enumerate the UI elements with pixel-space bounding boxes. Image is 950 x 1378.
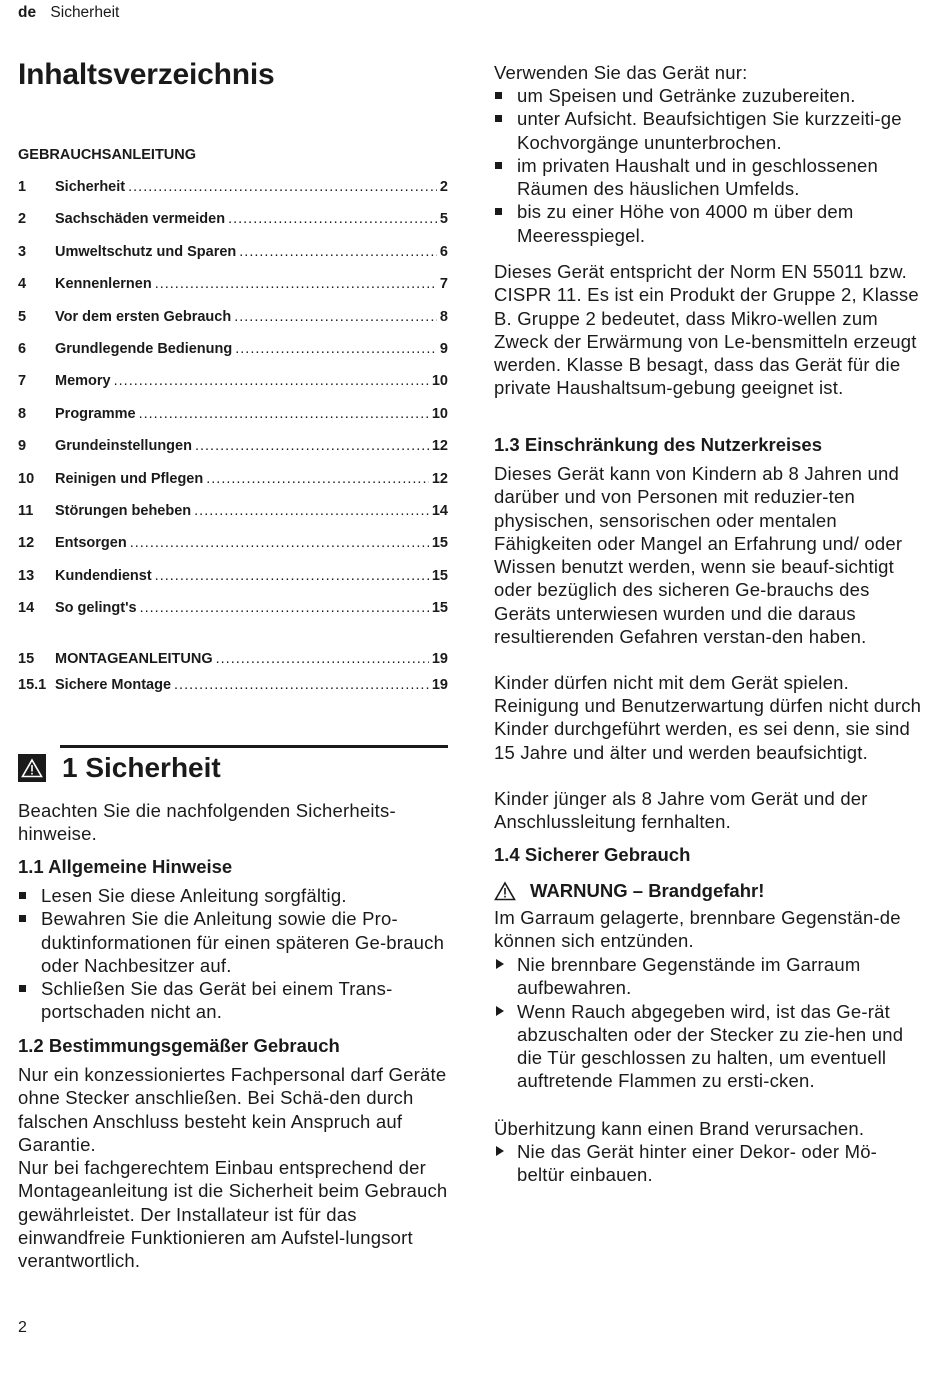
toc-leader (228, 211, 437, 227)
warning-text: WARNUNG – Brandgefahr! (530, 880, 765, 901)
list-item: um Speisen und Getränke zuzubereiten. (494, 84, 924, 107)
step-item: Wenn Rauch abgegeben wird, ist das Ge-rät abzuschalten oder der Stecker zu zie-hen und die Tür geschlossen zu halten, um eventuell auftretende Flammen zu ersti-cken. (494, 1000, 924, 1093)
toc-entry[interactable] (18, 600, 448, 632)
toc-entry-title: Entsorgen (55, 535, 127, 552)
toc-num: 10 (18, 470, 35, 487)
toc-entry-title: Kennenlernen (55, 276, 152, 293)
warning-heading (494, 880, 924, 902)
toc-entry[interactable] (18, 471, 448, 503)
toc-num: 11 (18, 502, 34, 519)
toc-list (18, 179, 448, 632)
paragraph: Dieses Gerät entspricht der Norm EN 55011 bzw. CISPR 11. Es ist ein Produkt der Gruppe 2, Klasse B. Gruppe 2 bedeutet, dass Mikro-wellen zum Zweck der Erwärmung von Le-bensmitteln erzeugt werden. Klasse B besagt, dass das Gerät für die private Haushaltsum-gebung geeignet ist. (494, 261, 919, 399)
toc-num: 2 (18, 211, 27, 228)
toc-leader (155, 568, 429, 584)
toc-entry-title: Programme (55, 405, 136, 422)
toc-entry[interactable] (18, 535, 448, 567)
toc-leader (235, 341, 437, 357)
section-heading: 1.2 Bestimmungsgemäßer Gebrauch (18, 1035, 340, 1056)
toc-entry[interactable] (18, 244, 448, 276)
page-header (18, 4, 119, 22)
toc-page: 10 (431, 405, 448, 422)
toc-entry-title: Reinigen und Pflegen (55, 470, 204, 487)
toc-page: 2 (439, 179, 448, 195)
toc-entry-title: Sachschäden vermeiden (55, 211, 226, 228)
toc-leader (216, 651, 429, 667)
toc-page: 5 (439, 211, 448, 228)
toc-num: 5 (18, 308, 27, 325)
toc-page: 12 (431, 438, 448, 455)
toc-page: 10 (431, 373, 448, 390)
paragraph: Überhitzung kann einen Brand verursachen. (494, 1118, 865, 1139)
list-item: Schließen Sie das Gerät bei einem Trans-portschaden nicht an. (18, 977, 448, 1024)
toc-entry[interactable] (18, 568, 448, 600)
toc-leader (130, 535, 429, 551)
toc-entry-title: Vor dem ersten Gebrauch (55, 308, 232, 325)
toc-num: 4 (18, 276, 27, 293)
paragraph: Nur ein konzessioniertes Fachpersonal darf Geräte ohne Stecker anschließen. Bei Schä-den durch falschen Anschluss besteht kein Anspruch auf Garantie. (18, 1064, 447, 1155)
toc-num: 15.1 (18, 677, 47, 693)
toc-num: 9 (18, 438, 27, 455)
paragraph: Dieses Gerät kann von Kindern ab 8 Jahren und darüber und von Personen mit reduzier-ten physischen, sensorischen oder mentalen Fähigkeiten oder Mangel an Erfahrung und/ oder Wissen benutzt werden, wenn sie beauf-sichtigt oder bezüglich des sicheren Ge-brauchs des Geräts unterwiesen wurden und die daraus resultierenden Gefahren verstan-den haben. (494, 463, 903, 648)
step-item: Nie das Gerät hinter einer Dekor- oder Mö-beltür einbauen. (494, 1140, 924, 1187)
toc-entry[interactable] (18, 373, 448, 405)
toc-leader (194, 503, 429, 519)
paragraph: Im Garraum gelagerte, brennbare Gegenstän-de können sich entzünden. (494, 907, 901, 952)
toc-entry[interactable] (18, 211, 448, 243)
toc-page: 15 (431, 600, 448, 617)
toc-page: 19 (431, 651, 448, 667)
toc-entry-title: Störungen beheben (55, 502, 192, 519)
toc-page: 8 (439, 308, 448, 325)
toc-leader (174, 677, 429, 693)
toc-leader (195, 438, 429, 454)
toc-entry-title: So gelingt's (55, 600, 137, 617)
toc-leader (206, 471, 429, 487)
list-item: unter Aufsicht. Beaufsichtigen Sie kurzzeiti-ge Kochvorgänge ununterbrochen. (494, 107, 924, 154)
toc-leader (140, 600, 429, 616)
list-item: Bewahren Sie die Anleitung sowie die Pro-duktinformationen für einen späteren Ge-brauch oder Nachbesitzer auf. (18, 907, 448, 977)
toc-page: 12 (431, 470, 448, 487)
toc-entry[interactable] (18, 677, 448, 703)
toc-entry-title: Grundlegende Bedienung (55, 340, 233, 357)
section-heading: 1.3 Einschränkung des Nutzerkreises (494, 434, 822, 455)
toc-num: 6 (18, 340, 27, 357)
toc-entry[interactable] (18, 438, 448, 470)
toc-page: 15 (431, 567, 448, 584)
toc-num: 12 (18, 535, 35, 552)
toc-page: 14 (431, 502, 448, 519)
toc-entry-title: MONTAGEANLEITUNG (55, 651, 213, 667)
chapter-rule (60, 745, 448, 748)
toc-leader (114, 373, 429, 389)
toc-entry[interactable] (18, 341, 448, 373)
toc-leader (155, 276, 437, 292)
paragraph: Verwenden Sie das Gerät nur: (494, 62, 748, 83)
toc-title: Inhaltsverzeichnis (18, 58, 275, 91)
toc-entry-title: Sichere Montage (55, 677, 172, 693)
chapter-intro: Beachten Sie die nachfolgenden Sicherheits-hinweise. (18, 800, 396, 845)
warning-triangle-icon (494, 881, 516, 901)
toc-section-heading: GEBRAUCHSANLEITUNG (18, 147, 197, 163)
toc-page: 19 (431, 677, 448, 693)
step-item: Nie brennbare Gegenstände im Garraum aufbewahren. (494, 953, 924, 1000)
toc-leader (234, 309, 437, 325)
chapter-title: 1 Sicherheit (62, 752, 221, 783)
list-item: bis zu einer Höhe von 4000 m über dem Meeresspiegel. (494, 200, 924, 247)
header-section: Sicherheit (50, 4, 120, 21)
toc-entry[interactable] (18, 309, 448, 341)
toc-list-montage (18, 651, 448, 703)
toc-entry[interactable] (18, 651, 448, 677)
toc-num: 15 (18, 651, 35, 667)
section-heading: 1.1 Allgemeine Hinweise (18, 856, 233, 877)
toc-entry-title: Umweltschutz und Sparen (55, 243, 237, 260)
paragraph: Nur bei fachgerechtem Einbau entsprechend der Montageanleitung ist die Sicherheit beim Gebrauch gewährleistet. Der Installateur ist für das einwandfreie Funktionieren am Aufstel-lungsort verantwortlich. (18, 1157, 448, 1272)
bullet-list (18, 884, 448, 1024)
toc-page: 6 (439, 243, 448, 260)
toc-entry-title: Grundeinstellungen (55, 438, 192, 455)
toc-page: 7 (439, 276, 448, 293)
section-heading: 1.4 Sicherer Gebrauch (494, 844, 691, 865)
toc-entry-title: Sicherheit (55, 179, 126, 195)
paragraph: Reinigung und Benutzerwartung dürfen nicht durch Kinder durchgeführt werden, es sei denn, sie sind 15 Jahre und älter und werden beaufsichtigt. (494, 695, 922, 763)
toc-page: 15 (431, 535, 448, 552)
list-item: im privaten Haushalt und in geschlossenen Räumen des häuslichen Umfelds. (494, 154, 924, 201)
page-number: 2 (18, 1319, 27, 1336)
warning-icon (18, 754, 46, 782)
toc-entry-title: Memory (55, 373, 111, 390)
list-item: Lesen Sie diese Anleitung sorgfältig. (18, 884, 448, 907)
toc-num: 13 (18, 567, 35, 584)
toc-entry-title: Kundendienst (55, 567, 152, 584)
bullet-list (494, 84, 924, 247)
toc-page: 9 (439, 340, 448, 357)
chapter-heading (18, 752, 221, 784)
toc-num: 14 (18, 600, 35, 617)
toc-num: 3 (18, 243, 27, 260)
step-list (494, 953, 924, 1093)
toc-num: 8 (18, 405, 27, 422)
toc-entry[interactable] (18, 276, 448, 308)
toc-leader (139, 406, 429, 422)
toc-entry[interactable] (18, 179, 448, 211)
paragraph: Kinder dürfen nicht mit dem Gerät spielen. (494, 672, 849, 693)
toc-leader (128, 179, 437, 195)
paragraph: Kinder jünger als 8 Jahre vom Gerät und der Anschlussleitung fernhalten. (494, 788, 868, 833)
toc-leader (239, 244, 437, 260)
toc-entry[interactable] (18, 406, 448, 438)
toc-entry[interactable] (18, 503, 448, 535)
step-list (494, 1140, 924, 1187)
toc-num: 1 (18, 179, 27, 195)
language-code: de (18, 4, 37, 21)
toc-num: 7 (18, 373, 27, 390)
